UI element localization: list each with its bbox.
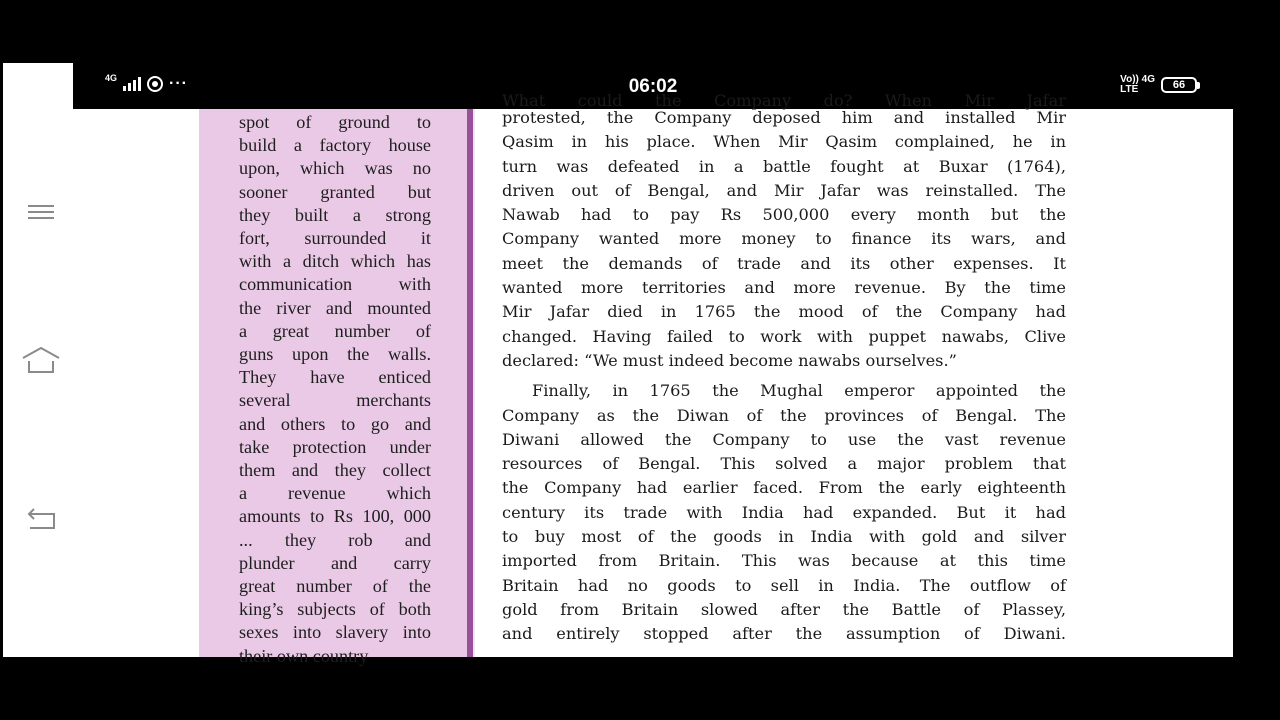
quote-line: take protection under (239, 436, 431, 457)
quote-line: them and they collect (239, 460, 431, 481)
body-line: Britain had no goods to sell in India. The outflow of (502, 575, 1066, 595)
quote-line: several merchants (239, 390, 431, 411)
volte-label: Vo)) 4G (1120, 74, 1155, 85)
body-line: Qasim in his place. When Mir Qasim complained, he in (502, 132, 1066, 152)
source-quote-text (239, 111, 431, 666)
body-line: Diwani allowed the Company to use the vast revenue (502, 429, 1066, 449)
back-icon[interactable] (23, 500, 59, 536)
quote-line: ... they rob and (239, 529, 431, 550)
quote-line: great number of the (239, 576, 431, 597)
body-line: to buy most of the goods in India with gold and silver (502, 527, 1066, 547)
source-quote-box (199, 109, 475, 666)
quote-box-edge (473, 109, 475, 657)
quote-line: with a ditch which has (239, 251, 431, 272)
quote-line: their own country (239, 645, 369, 666)
body-line: changed. Having failed to work with puppet nawabs, Clive (502, 326, 1066, 346)
clock: 06:02 (628, 76, 678, 97)
body-line: century its trade with India had expanded. But it had (502, 502, 1066, 522)
volte-indicator (1120, 75, 1155, 95)
home-icon[interactable] (23, 342, 59, 378)
quote-line: king’s subjects of both (239, 599, 431, 620)
body-line: protested, the Company deposed him and installed Mir (502, 108, 1066, 127)
body-line: Mir Jafar died in 1765 the mood of the Company had (502, 302, 1066, 322)
quote-line: build a factory house (239, 135, 431, 156)
main-body-text (502, 91, 1066, 647)
more-notifications-icon: ··· (169, 75, 188, 92)
quote-line: spot of ground to (239, 112, 431, 132)
partial-line-top: What could the Company do? When Mir Jafar (502, 91, 1066, 110)
quote-line: fort, surrounded it (239, 228, 431, 249)
body-line: meet the demands of trade and its other expenses. It (502, 253, 1066, 273)
quote-line: guns upon the walls. (239, 344, 431, 365)
book-page (199, 91, 1233, 666)
body-line: Company as the Diwan of the provinces of Bengal. The (502, 405, 1066, 425)
quote-line: They have enticed (239, 367, 431, 388)
nav-strip-lower (3, 109, 199, 657)
body-line: driven out of Bengal, and Mir Jafar was reinstalled. The (502, 180, 1066, 200)
body-line: Finally, in 1765 the Mughal emperor appointed the (532, 381, 1066, 401)
quote-line: amounts to Rs 100, 000 (239, 506, 431, 527)
quote-line: the river and mounted (239, 297, 431, 318)
body-line: and entirely stopped after the assumption of Diwani. (502, 624, 1066, 644)
status-right (1120, 75, 1200, 95)
body-line: declared: “We must indeed become nawabs ourselves.” (502, 350, 957, 370)
body-line: resources of Bengal. This solved a major problem that (502, 454, 1066, 474)
quote-line: a revenue which (239, 483, 431, 504)
quote-line: communication with (239, 274, 431, 295)
quote-line: sexes into slavery into (239, 622, 431, 643)
quote-line: plunder and carry (239, 552, 431, 573)
body-line: turn was defeated in a battle fought at Buxar (1764), (502, 156, 1066, 176)
battery-level: 66 (1161, 77, 1197, 93)
quote-line: sooner granted but (239, 181, 431, 202)
body-line: wanted more territories and more revenue. By the time (502, 278, 1066, 298)
menu-icon[interactable] (23, 194, 59, 230)
body-line: the Company had earlier faced. From the early eighteenth (502, 478, 1066, 498)
quote-line: upon, which was no (239, 158, 431, 179)
battery-tip (1197, 82, 1200, 89)
quote-line: a great number of (239, 320, 431, 341)
body-line: Company wanted more money to finance its wars, and (502, 229, 1066, 249)
lte-label: LTE (1120, 84, 1139, 95)
body-line: Nawab had to pay Rs 500,000 every month but the (502, 205, 1066, 225)
quote-line: they built a strong (239, 204, 431, 225)
body-line: imported from Britain. This was because at this time (502, 551, 1066, 571)
quote-line: and others to go and (239, 413, 431, 434)
network-type-label: 4G (105, 73, 118, 83)
body-line: gold from Britain slowed after the Battle of Plassey, (502, 599, 1066, 619)
battery-icon (1161, 77, 1200, 93)
